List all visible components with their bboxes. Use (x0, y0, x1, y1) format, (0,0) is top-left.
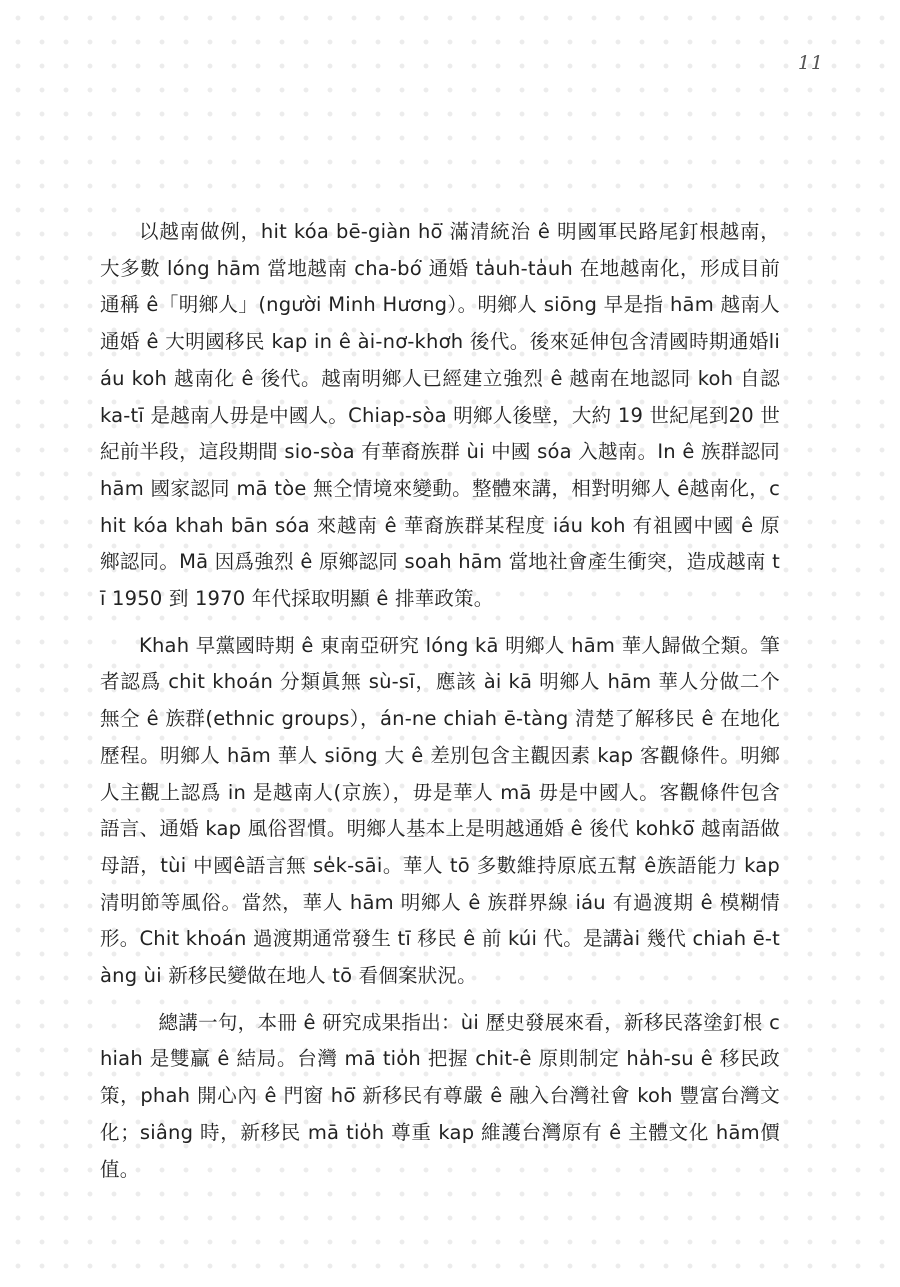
page-number: 11 (797, 52, 824, 74)
paragraph-vietnam-example: 以越南做例，hit kóa bē-giàn hō͘ 滿清統治 ê 明國軍民路尾釘根越南，大多數 lóng hām 當地越南 cha-bó͘ 通婚 ta̍uh-ta̍uh 在地越南化，形成目前通稱 ê「明鄉人」(người Minh Hương）。明鄉人 siōng 早是指 hām 越南人通婚 ê 大明國移民 kap in ê ài-nơ-khơh 後代。後來延伸包含清國時期通婚liáu koh 越南化 ê 後代。越南明鄉人已經建立強烈 ê 越南在地認同 koh 自認 ka-tī 是越南人毋是中國人。Chiap-sòa 明鄉人後壁，大約 19 世紀尾到20 世紀前半段，這段期間 sio-sòa 有華裔族群 ùi 中國 sóa 入越南。In ê 族群認同 hām 國家認同 mā tòe 無仝情境來變動。整體來講，相對明鄉人 ê越南化，chit kóa khah bān sóa 來越南 ê 華裔族群某程度 iáu koh 有祖國中國 ê 原鄉認同。Mā 因爲強烈 ê 原鄉認同 soah hām 當地社會產生衝突，造成越南 tī 1950 到 1970 年代採取明顯 ê 排華政策。 (100, 220, 780, 611)
paragraph-conclusion: 總講一句，本冊 ê 研究成果指出：ùi 歷史發展來看，新移民落塗釘根 chiah 是雙贏 ê 結局。台灣 mā tio̍h 把握 chit-ê 原則制定 ha̍h-su ê 移民政策，phah 開心內 ê 門窗 hō͘ 新移民有尊嚴 ê 融入台灣社會 koh 豐富台灣文化；siâng 時，新移民 mā tio̍h 尊重 kap 維護台灣原有 ê 主體文化 hām價值。 (100, 1010, 780, 1181)
paragraph-classification: Khah 早黨國時期 ê 東南亞研究 lóng kā 明鄉人 hām 華人歸做仝類。筆者認爲 chit khoán 分類眞無 sù-sī，應該 ài kā 明鄉人 hām 華人分做二个無仝 ê 族群(ethnic groups），án-ne chiah ē-tàng 清楚了解移民 ê 在地化歷程。明鄉人 hām 華人 siōng 大 ê 差別包含主觀因素 kap 客觀條件。明鄉人主觀上認爲 in 是越南人(京族），毋是華人 mā 毋是中國人。客觀條件包含語言、通婚 kap 風俗習慣。明鄉人基本上是明越通婚 ê 後代 kohkō͘ 越南語做母語，tùi 中國ê語言無 se̍k-sāi。華人 tō 多數維持原底五幫 ê族語能力 kap 清明節等風俗。當然，華人 hām 明鄉人 ê 族群界線 iáu 有過渡期 ê 模糊情形。Chit khoán 過渡期通常發生 tī 移民 ê 前 kúi 代。是講ài 幾代 chiah ē-tàng ùi 新移民變做在地人 tō 看個案狀況。 (100, 633, 780, 988)
body-text (100, 214, 780, 1188)
